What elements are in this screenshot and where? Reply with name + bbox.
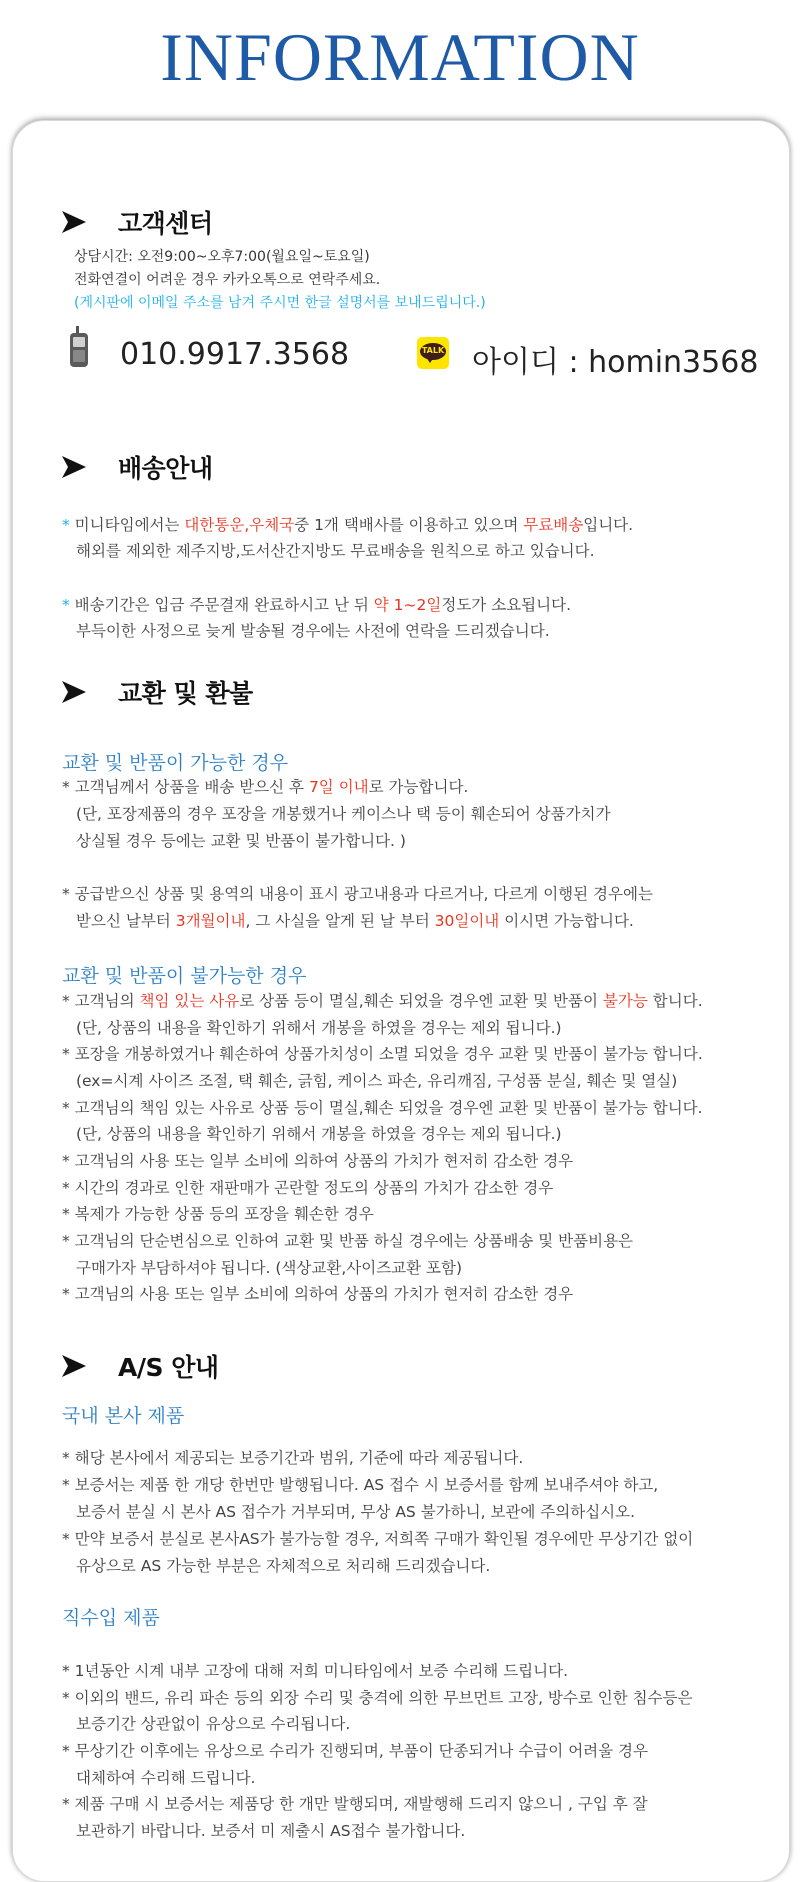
impossible-item-2-line-2: (ex=시계 사이즈 조절, 택 훼손, 긁힘, 케이스 파손, 유리깨짐, 구성품 분실, 훼손 및 열실) <box>76 1072 678 1090</box>
import-item-4: * 제품 구매 시 보증서는 제품당 한 개만 발행되며, 재발행해 드리지 않으니 , 구입 후 잘 <box>62 1795 648 1813</box>
possible-item-1: * 고객님께서 상품을 배송 받으신 후 7일 이내로 가능합니다. <box>62 778 469 796</box>
mobile-phone-icon <box>68 326 90 368</box>
impossible-item-6: * 복제가 가능한 상품 등의 포장을 훼손한 경우 <box>62 1205 374 1223</box>
section-title: 배송안내 <box>118 454 213 483</box>
impossible-item-4: * 고객님의 사용 또는 일부 소비에 의하여 상품의 가치가 현저히 감소한 경우 <box>62 1152 574 1170</box>
section-title: 교환 및 환불 <box>118 679 253 708</box>
section-header-exchange <box>60 675 253 709</box>
impossible-item-7: * 고객님의 단순변심으로 인하여 교환 및 반품 하실 경우에는 상품배송 및 반품비용은 <box>62 1232 634 1250</box>
section-header-as <box>60 1349 219 1383</box>
kakao-id: 아이디 : homin3568 <box>472 345 759 380</box>
domestic-item-3: * 만약 보증서 분실로 본사AS가 불가능할 경우, 저희쪽 구매가 확인될 경우에만 무상기간 없이 <box>62 1530 694 1548</box>
shipping-paragraph-2-line-2: 부득이한 사정으로 늦게 발송될 경우에는 사전에 연락을 드리겠습니다. <box>76 622 550 640</box>
arrow-icon <box>60 1352 88 1380</box>
impossible-item-7-line-2: 구매가자 부담하셔야 됩니다. (색상교환,사이즈교환 포함) <box>76 1259 463 1277</box>
possible-heading: 교환 및 반품이 가능한 경우 <box>62 752 289 774</box>
section-title: A/S 안내 <box>118 1353 219 1382</box>
import-item-4-line-2: 보관하기 바랍니다. 보증서 미 제출시 AS접수 불가합니다. <box>76 1822 466 1840</box>
possible-item-2: * 공급받으신 상품 및 용역의 내용이 표시 광고내용과 다르거나, 다르게 이행된 경우에는 <box>62 885 653 903</box>
possible-item-2-line-2: 받으신 날부터 3개월이내, 그 사실을 알게 된 날 부터 30일이내 이시면 가능합니다. <box>76 912 634 930</box>
arrow-icon <box>60 453 88 481</box>
impossible-item-1-line-2: (단, 상품의 내용을 확인하기 위해서 개봉을 하였을 경우는 제외 됩니다.) <box>76 1019 562 1037</box>
domestic-item-1: * 해당 본사에서 제공되는 보증기간과 범위, 기준에 따라 제공됩니다. <box>62 1449 524 1467</box>
impossible-item-2: * 포장을 개봉하였거나 훼손하여 상품가치성이 소멸 되었을 경우 교환 및 반품이 불가능 합니다. <box>62 1045 703 1063</box>
import-item-3-line-2: 대체하여 수리해 드립니다. <box>76 1769 256 1787</box>
domestic-heading: 국내 본사 제품 <box>62 1405 185 1427</box>
section-title: 고객센터 <box>118 209 213 238</box>
section-header-shipping <box>60 450 213 484</box>
phone-number: 010.9917.3568 <box>120 337 350 372</box>
shipping-paragraph-1-line-2: 해외를 제외한 제주지방,도서산간지방도 무료배송을 원칙으로 하고 있습니다. <box>76 542 595 560</box>
import-item-2: * 이외의 밴드, 유리 파손 등의 외장 수리 및 충격에 의한 무브먼트 고장, 방수로 인한 침수등은 <box>62 1689 693 1707</box>
possible-item-1-line-3: 상실될 경우 등에는 교환 및 반품이 불가합니다. ) <box>76 832 406 850</box>
arrow-icon <box>60 678 88 706</box>
domestic-item-3-line-2: 유상으로 AS 가능한 부분은 자체적으로 처리해 드리겠습니다. <box>76 1557 491 1575</box>
call-note: 전화연결이 어려운 경우 카카오톡으로 연락주세요. <box>74 272 381 288</box>
consult-hours: 상담시간: 오전9:00~오후7:00(월요일~토요일) <box>74 249 370 265</box>
impossible-heading: 교환 및 반품이 불가능한 경우 <box>62 965 307 987</box>
shipping-paragraph-1: * 미니타임에서는 대한통운,우체국중 1개 택배사를 이용하고 있으며 무료배송입니다. <box>62 516 634 534</box>
import-heading: 직수입 제품 <box>62 1607 160 1629</box>
impossible-item-5: * 시간의 경과로 인한 재판매가 곤란할 정도의 상품의 가치가 감소한 경우 <box>62 1179 554 1197</box>
manual-notice: (게시판에 이메일 주소를 남겨 주시면 한글 설명서를 보내드립니다.) <box>74 295 486 311</box>
import-item-2-line-2: 보증기간 상관없이 유상으로 수리됩니다. <box>76 1715 351 1733</box>
domestic-item-2: * 보증서는 제품 한 개당 한번만 발행됩니다. AS 접수 시 보증서를 함께 보내주셔야 하고, <box>62 1476 659 1494</box>
page-title: INFORMATION <box>160 19 640 95</box>
impossible-item-3: * 고객님의 책임 있는 사유로 상품 등이 멸실,훼손 되었을 경우엔 교환 및 반품이 불가능 합니다. <box>62 1099 703 1117</box>
domestic-item-2-line-2: 보증서 분실 시 본사 AS 접수가 거부되며, 무상 AS 불가하니, 보관에 주의하십시오. <box>76 1503 636 1521</box>
import-item-3: * 무상기간 이후에는 유상으로 수리가 진행되며, 부품이 단종되거나 수급이 어려울 경우 <box>62 1742 649 1760</box>
possible-item-1-line-2: (단, 포장제품의 경우 포장을 개봉했거나 케이스나 택 등이 훼손되어 상품가치가 <box>76 805 611 823</box>
shipping-paragraph-2: * 배송기간은 입금 주문결재 완료하시고 난 뒤 약 1~2일정도가 소요됩니다. <box>62 596 571 614</box>
impossible-item-8: * 고객님의 사용 또는 일부 소비에 의하여 상품의 가치가 현저히 감소한 경우 <box>62 1285 574 1303</box>
impossible-item-3-line-2: (단, 상품의 내용을 확인하기 위해서 개봉을 하였을 경우는 제외 됩니다.) <box>76 1125 562 1143</box>
section-header-customer-center <box>60 205 213 239</box>
arrow-icon <box>60 208 88 236</box>
impossible-item-1: * 고객님의 책임 있는 사유로 상품 등이 멸실,훼손 되었을 경우엔 교환 및 반품이 불가능 합니다. <box>62 992 703 1010</box>
kakaotalk-icon <box>417 337 449 369</box>
kakao-badge-text: TALK <box>421 346 445 355</box>
import-item-1: * 1년동안 시계 내부 고장에 대해 저희 미니타임에서 보증 수리해 드립니다. <box>62 1662 569 1680</box>
